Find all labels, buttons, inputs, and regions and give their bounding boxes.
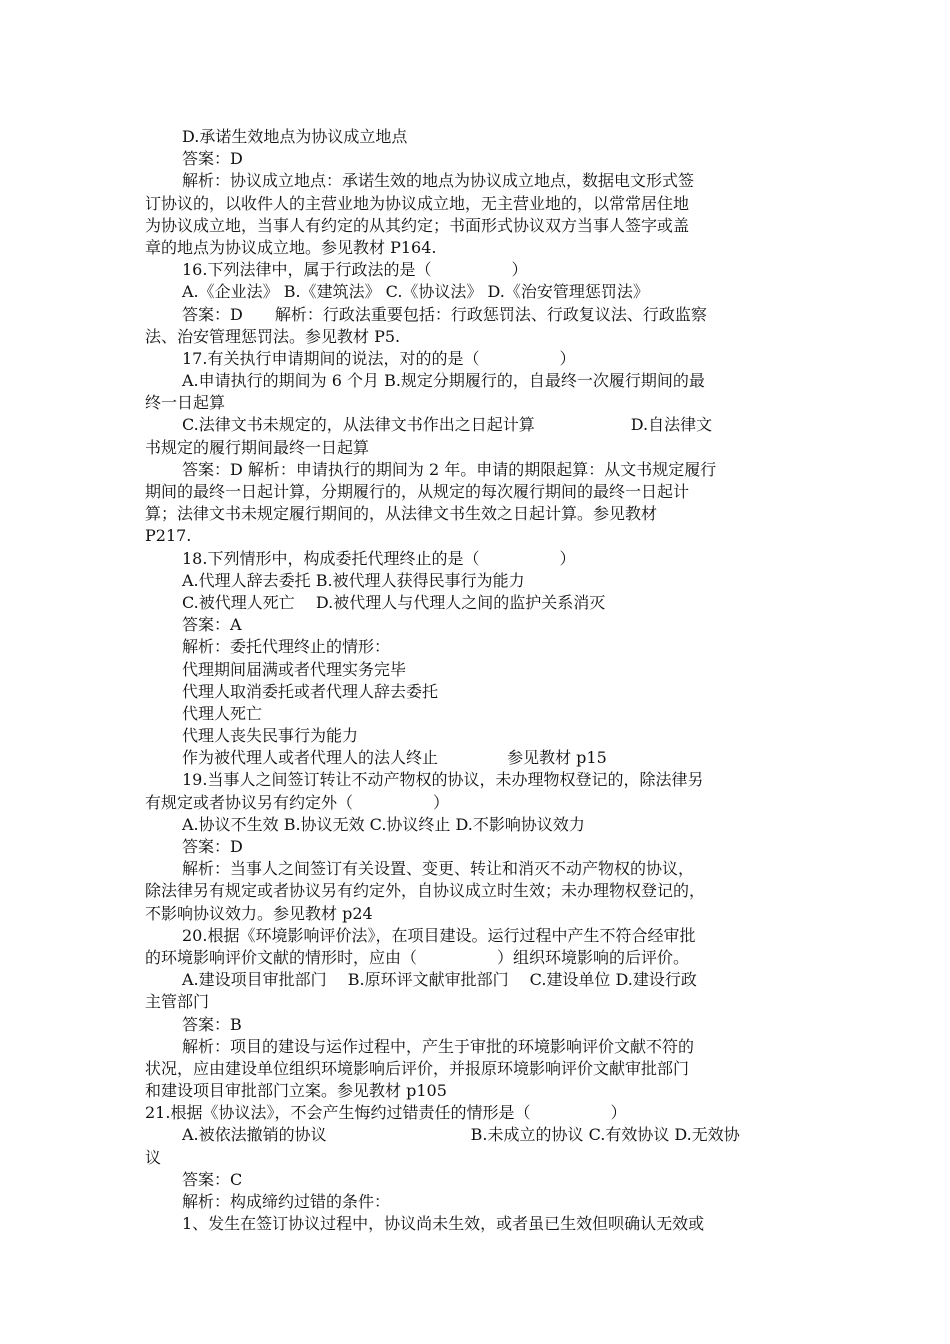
text-line: 答案：A: [182, 615, 242, 635]
text-line: 议: [145, 1147, 162, 1167]
text-line: C.法律文书未规定的，从法律文书作出之日起计算 D.自法律文: [182, 415, 713, 435]
text-line: 解析：构成缔约过错的条件：: [182, 1192, 391, 1211]
text-line: 期间的最终一日起计算，分期履行的，从规定的每次履行期间的最终一日起计: [145, 482, 690, 501]
text-line: A.《企业法》 B.《建筑法》 C.《协议法》 D.《治安管理惩罚法》: [182, 282, 649, 302]
text-line: 订协议的，以收件人的主营业地为协议成立地，无主营业地的，以常常居住地: [145, 193, 690, 213]
text-line: 代理期间届满或者代理实务完毕: [182, 659, 407, 679]
text-line: 解析：项目的建设与运作过程中，产生于审批的环境影响评价文献不符的: [182, 1036, 695, 1056]
text-line: 21.根据《协议法》，不会产生悔约过错责任的情形是（ ）: [145, 1103, 627, 1123]
text-line: 书规定的履行期间最终一日起算: [145, 437, 370, 457]
text-line: 18.下列情形中，构成委托代理终止的是（ ）: [182, 548, 576, 568]
text-line: 解析：委托代理终止的情形：: [182, 637, 391, 657]
text-line: P217.: [145, 526, 192, 546]
text-line: 状况，应由建设单位组织环境影响后评价，并报原环境影响评价文献审批部门: [145, 1058, 690, 1078]
text-line: 除法律另有规定或者协议另有约定外，自协议成立时生效；未办理物权登记的，: [145, 881, 706, 901]
text-line: 16.下列法律中，属于行政法的是（ ）: [182, 260, 528, 280]
text-line: 答案：D: [182, 149, 243, 169]
document-page: [145, 126, 807, 1235]
text-line: 代理人丧失民事行为能力: [182, 726, 359, 746]
text-line: 20.根据《环境影响评价法》，在项目建设。运行过程中产生不符合经审批: [182, 925, 696, 945]
text-line: 19.当事人之间签订转让不动产物权的协议，未办理物权登记的，除法律另: [182, 770, 704, 790]
text-line: A.协议不生效 B.协议无效 C.协议终止 D.不影响协议效力: [182, 814, 585, 834]
text-line: A.申请执行的期间为 6 个月 B.规定分期履行的，自最终一次履行期间的最: [182, 371, 705, 391]
text-line: 答案：D 解析：行政法重要包括：行政惩罚法、行政复议法、行政监察: [182, 304, 707, 324]
text-line: A.代理人辞去委托 B.被代理人获得民事行为能力: [182, 570, 525, 590]
text-line: 解析：当事人之间签订有关设置、变更、转让和消灭不动产物权的协议，: [182, 859, 695, 879]
text-line: 的环境影响评价文献的情形时，应由（ ）组织环境影响的后评价。: [145, 947, 690, 967]
text-line: 和建设项目审批部门立案。参见教材 p105: [145, 1081, 447, 1101]
text-line: 答案：C: [182, 1169, 243, 1189]
text-line: C.被代理人死亡 D.被代理人与代理人之间的监护关系消灭: [182, 592, 606, 612]
text-line: D.承诺生效地点为协议成立地点: [182, 127, 408, 146]
text-line: 有规定或者协议另有约定外（ ）: [145, 792, 450, 812]
text-line: 答案：B: [182, 1014, 242, 1034]
text-line: 答案：D 解析：申请执行的期间为 2 年。申请的期限起算：从文书规定履行: [182, 459, 717, 479]
text-line: 1、发生在签订协议过程中，协议尚未生效，或者虽已生效但呗确认无效或: [182, 1214, 705, 1234]
text-line: 算；法律文书未规定履行期间的，从法律文书生效之日起计算。参见教材: [145, 504, 658, 524]
text-line: 代理人死亡: [182, 703, 263, 723]
text-line: 解析：协议成立地点：承诺生效的地点为协议成立地点，数据电文形式签: [182, 171, 695, 191]
text-line: 为协议成立地，当事人有约定的从其约定；书面形式协议双方当事人签字或盖: [145, 215, 690, 235]
text-line: 法、治安管理惩罚法。参见教材 P5.: [145, 326, 401, 346]
text-line: 主管部门: [145, 992, 210, 1012]
text-line: 答案：D: [182, 837, 243, 856]
text-line: 作为被代理人或者代理人的法人终止 参见教材 p15: [182, 748, 607, 768]
text-line: A.建设项目审批部门 B.原环评文献审批部门 C.建设单位 D.建设行政: [182, 970, 697, 990]
text-line: 章的地点为协议成立地。参见教材 P164.: [145, 237, 437, 257]
text-line: 17.有关执行申请期间的说法，对的的是（ ）: [182, 348, 576, 368]
text-line: A.被依法撤销的协议 B.未成立的协议 C.有效协议 D.无效协: [182, 1125, 740, 1145]
text-line: 代理人取消委托或者代理人辞去委托: [182, 681, 439, 701]
text-line: 终一日起算: [145, 393, 226, 413]
text-line: 不影响协议效力。参见教材 p24: [145, 903, 373, 923]
